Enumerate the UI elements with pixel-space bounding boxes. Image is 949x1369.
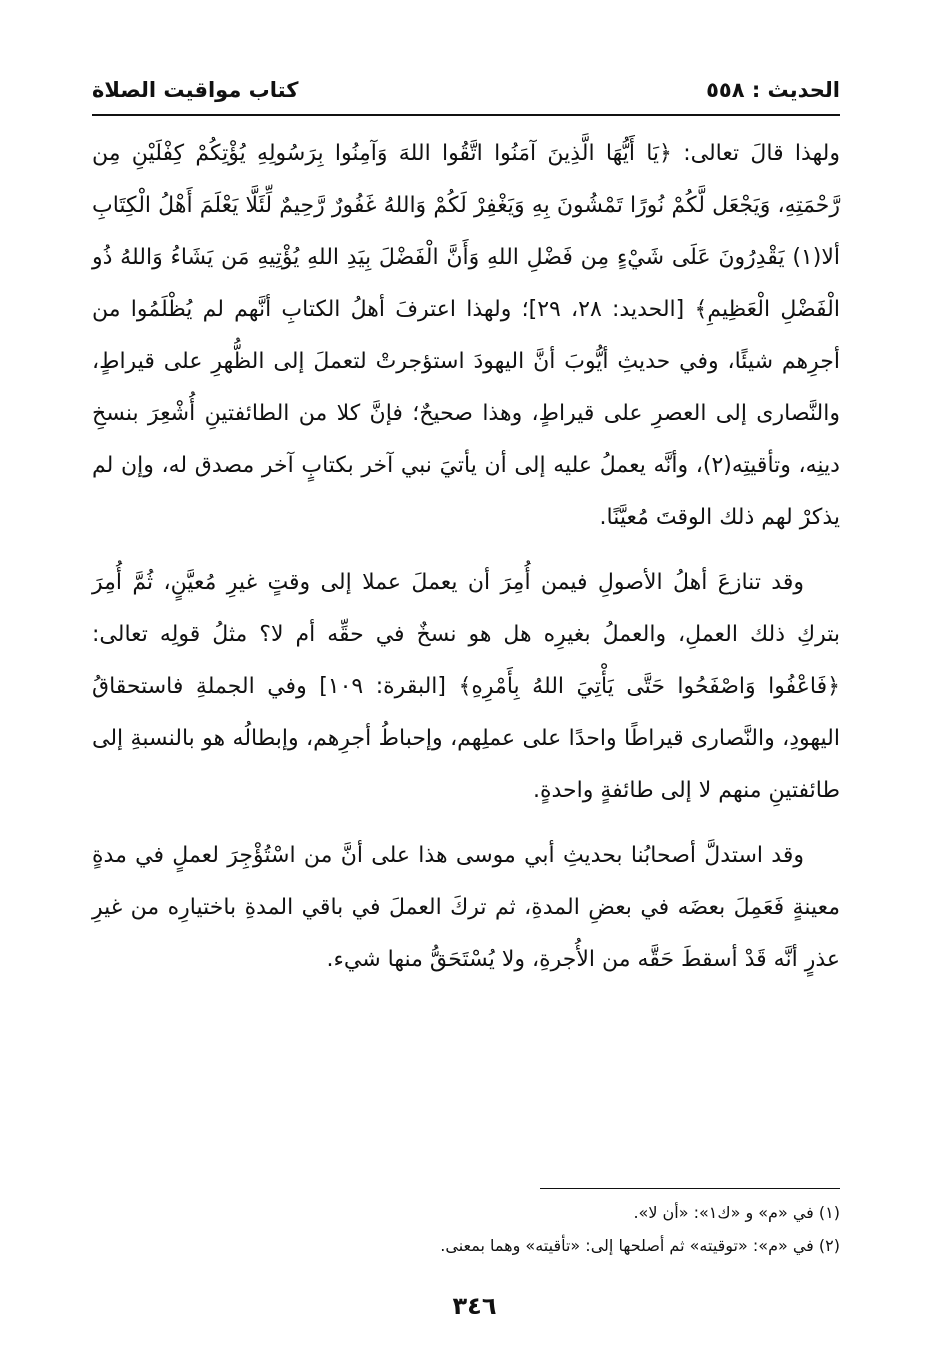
hadith-number: الحديث : ٥٥٨ <box>706 78 840 102</box>
running-header <box>92 78 840 112</box>
header-rule <box>92 114 840 116</box>
main-text <box>92 128 840 999</box>
footnotes <box>92 1196 840 1262</box>
paragraph: ولهذا قالَ تعالى: ﴿يَا أَيُّهَا الَّذِينَ آمَنُوا اتَّقُوا اللهَ وَآمِنُوا بِرَسُولِهِ يُؤْتِكُمْ كِفْلَيْنِ مِن رَّحْمَتِهِ، وَيَجْعَل لَّكُمْ نُورًا تَمْشُونَ بِهِ وَيَغْفِرْ لَكُمْ وَاللهُ غَفُورٌ رَّحِيمٌ لِّئَلَّا يَعْلَمَ أَهْلُ الْكِتَابِ ألا(١) يَقْدِرُونَ عَلَى شَيْءٍ مِن فَضْلِ اللهِ وَأَنَّ الْفَضْلَ بِيَدِ اللهِ يُؤْتِيهِ مَن يَشَاءُ وَاللهُ ذُو الْفَضْلِ الْعَظِيمِ﴾ [الحديد: ٢٨، ٢٩]؛ ولهذا اعترفَ أهلُ الكتابِ أنَّهم لم يُظْلَمُوا من أجرِهم شيئًا، وفي حديثِ أيُّوبَ أنَّ اليهودَ استؤجرتْ لتعملَ إلى الظُّهرِ على قيراطٍ، والنَّصارى إلى العصرِ على قيراطٍ، وهذا صحيحٌ؛ فإنَّ كلا من الطائفتينِ أُشْعِرَ بنسخِ دينِه، وتأقيتِه(٢)، وأنَّه يعملُ عليه إلى أن يأتيَ نبي آخر بكتابٍ آخر مصدق له، وإن لم يذكرْ لهم ذلك الوقتَ مُعيَّنًا. <box>92 141 841 530</box>
paragraph: وقد تنازعَ أهلُ الأصولِ فيمن أُمِرَ أن يعملَ عملا إلى وقتٍ غيرِ مُعيَّنٍ، ثُمَّ أُمِرَ بتركِ ذلك العملِ، والعملُ بغيرِه هل هو نسخٌ في حقِّه أم لا؟ مثلُ قولِه تعالى: ﴿فَاعْفُوا وَاصْفَحُوا حَتَّى يَأْتِيَ اللهُ بِأَمْرِهِ﴾ [البقرة: ١٠٩] وفي الجملةِ فاستحقاقُ اليهودِ، والنَّصارى قيراطًا واحدًا على عملِهم، وإحباطُ أجرِهم، وإبطالُه هو بالنسبةِ إلى طائفتينِ منهم لا إلى طائفةٍ واحدةٍ. <box>92 570 840 803</box>
page-number: ٣٤٦ <box>452 1292 497 1320</box>
footnote: (٢) في «م»: «توقيته» ثم أصلحها إلى: «تأقيته» وهما بمعنى. <box>440 1236 840 1255</box>
paragraph: وقد استدلَّ أصحابُنا بحديثِ أبي موسى هذا على أنَّ من اسْتُؤْجِرَ لعملٍ في مدةٍ معينةٍ فَعَمِلَ بعضَه في بعضِ المدةِ، ثم تركَ العملَ في باقي المدةِ باختيارِه من غيرِ عذرٍ أنَّه قَدْ أسقطَ حَقَّه من الأُجرةِ، ولا يُسْتَحَقُّ منها شيء. <box>92 843 840 972</box>
footnote-separator <box>540 1188 840 1189</box>
footnote: (١) في «م» و «ك١»: «أن لا». <box>633 1203 840 1222</box>
book-title: كتاب مواقيت الصلاة <box>92 78 299 102</box>
